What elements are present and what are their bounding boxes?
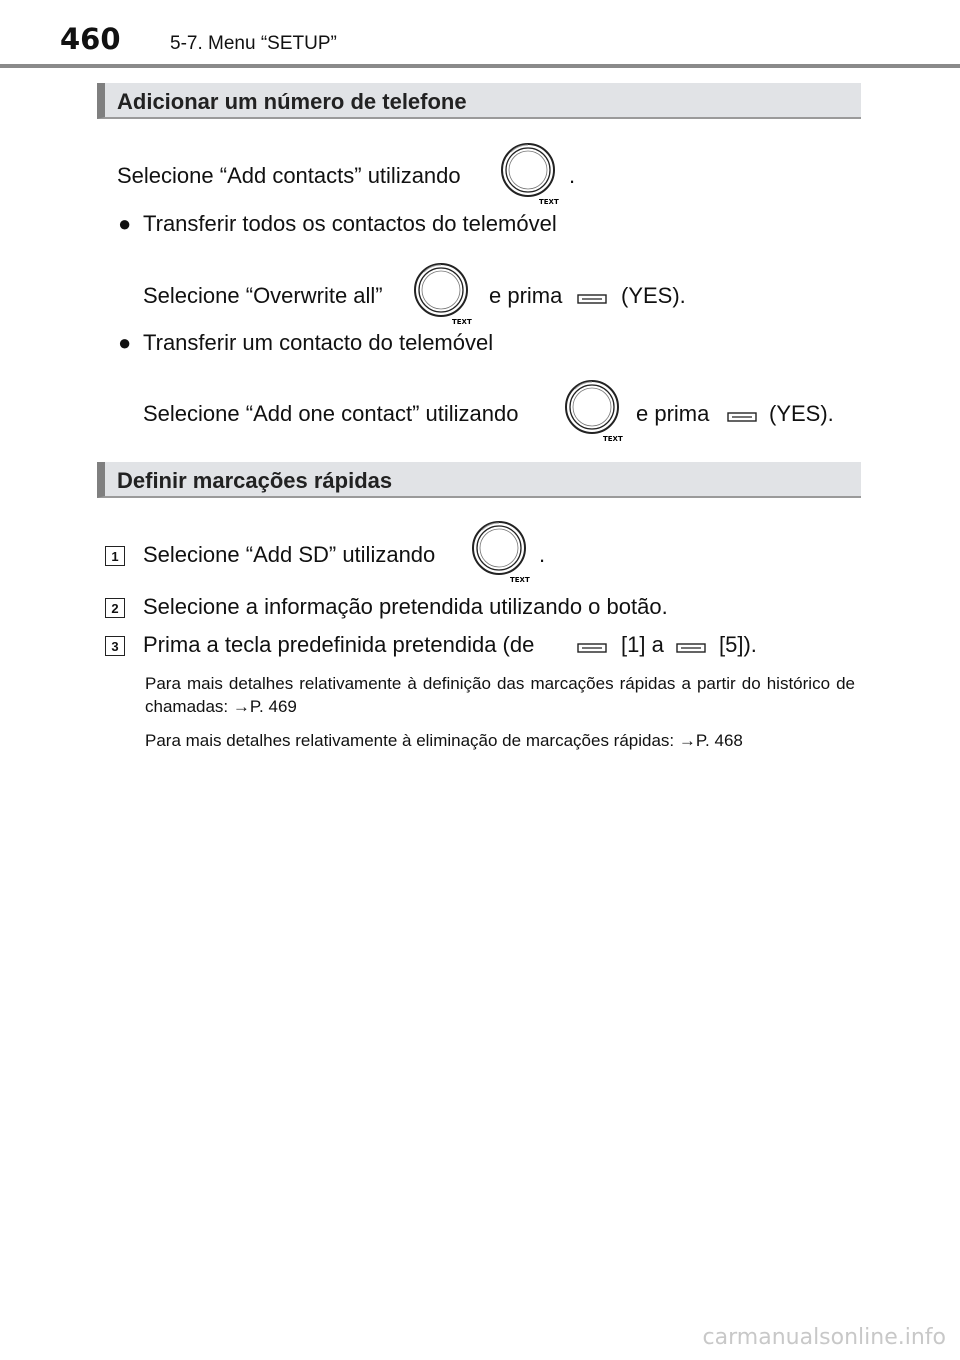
breadcrumb: 5-7. Menu “SETUP”: [170, 33, 337, 54]
tune-select-knob-icon: [561, 377, 629, 445]
step-number-badge: 2: [105, 598, 125, 618]
section-title-speed-dial: [97, 462, 861, 498]
section-title-add-phone: [97, 83, 861, 119]
knob-label: TEXT: [603, 435, 623, 443]
hardware-button-icon: [577, 640, 607, 650]
step-number-badge: 3: [105, 636, 125, 656]
hardware-button-icon: [676, 640, 706, 650]
knob-label: TEXT: [452, 318, 472, 326]
header-rule: [0, 64, 960, 68]
step-number-badge: 1: [105, 546, 125, 566]
instruction-add-contacts: Selecione “Add contacts” utilizando: [117, 163, 461, 188]
step-3-text-mid: [1] a: [621, 632, 664, 657]
tune-select-knob-icon: [468, 518, 536, 586]
hardware-button-icon: [577, 291, 607, 301]
bullet-transfer-all-title: Transferir todos os contactos do telemóvel: [143, 211, 557, 236]
bullet-transfer-one-title: Transferir um contacto do telemóvel: [143, 330, 494, 355]
note-delete-reference: [145, 729, 855, 752]
note-text: Para mais detalhes relativamente à eliminação de marcações rápidas:: [145, 731, 679, 750]
note-text: Para mais detalhes relativamente à definição das marcações rápidas a partir do histórico de chamadas:: [145, 674, 855, 716]
step-1-text-end: .: [539, 542, 546, 567]
step-3-text-end: [5]).: [719, 632, 757, 657]
section-title-text: Definir marcações rápidas: [117, 468, 393, 493]
page-number: 460: [60, 22, 121, 56]
section-title-text: Adicionar um número de telefone: [117, 89, 467, 114]
page-reference-link: →P. 469: [232, 697, 297, 716]
instruction-overwrite-yes: (YES).: [621, 283, 686, 308]
instruction-add-one-contact: Selecione “Add one contact” utilizando: [143, 401, 519, 426]
hardware-button-icon: [727, 409, 757, 419]
tune-select-knob-icon: [497, 140, 565, 208]
instruction-add-one-yes: (YES).: [769, 401, 834, 426]
knob-label: TEXT: [510, 576, 530, 584]
note-history-reference: [145, 672, 855, 718]
step-3-text: Prima a tecla predefinida pretendida (de: [143, 632, 535, 657]
step-1-text: Selecione “Add SD” utilizando: [143, 542, 436, 567]
instruction-add-contacts-end: .: [569, 163, 576, 188]
tune-select-knob-icon: [410, 260, 478, 328]
bullet-icon: ●: [118, 330, 132, 355]
knob-label: TEXT: [539, 198, 559, 206]
bullet-icon: ●: [118, 211, 132, 236]
page-reference-link: →P. 468: [678, 731, 743, 750]
step-2-text: Selecione a informação pretendida utilizando o botão.: [143, 594, 668, 619]
instruction-add-one-press: e prima: [636, 401, 710, 426]
instruction-overwrite-press: e prima: [489, 283, 563, 308]
watermark: carmanualsonline.info: [702, 1325, 946, 1350]
instruction-overwrite-all: Selecione “Overwrite all”: [143, 283, 383, 308]
